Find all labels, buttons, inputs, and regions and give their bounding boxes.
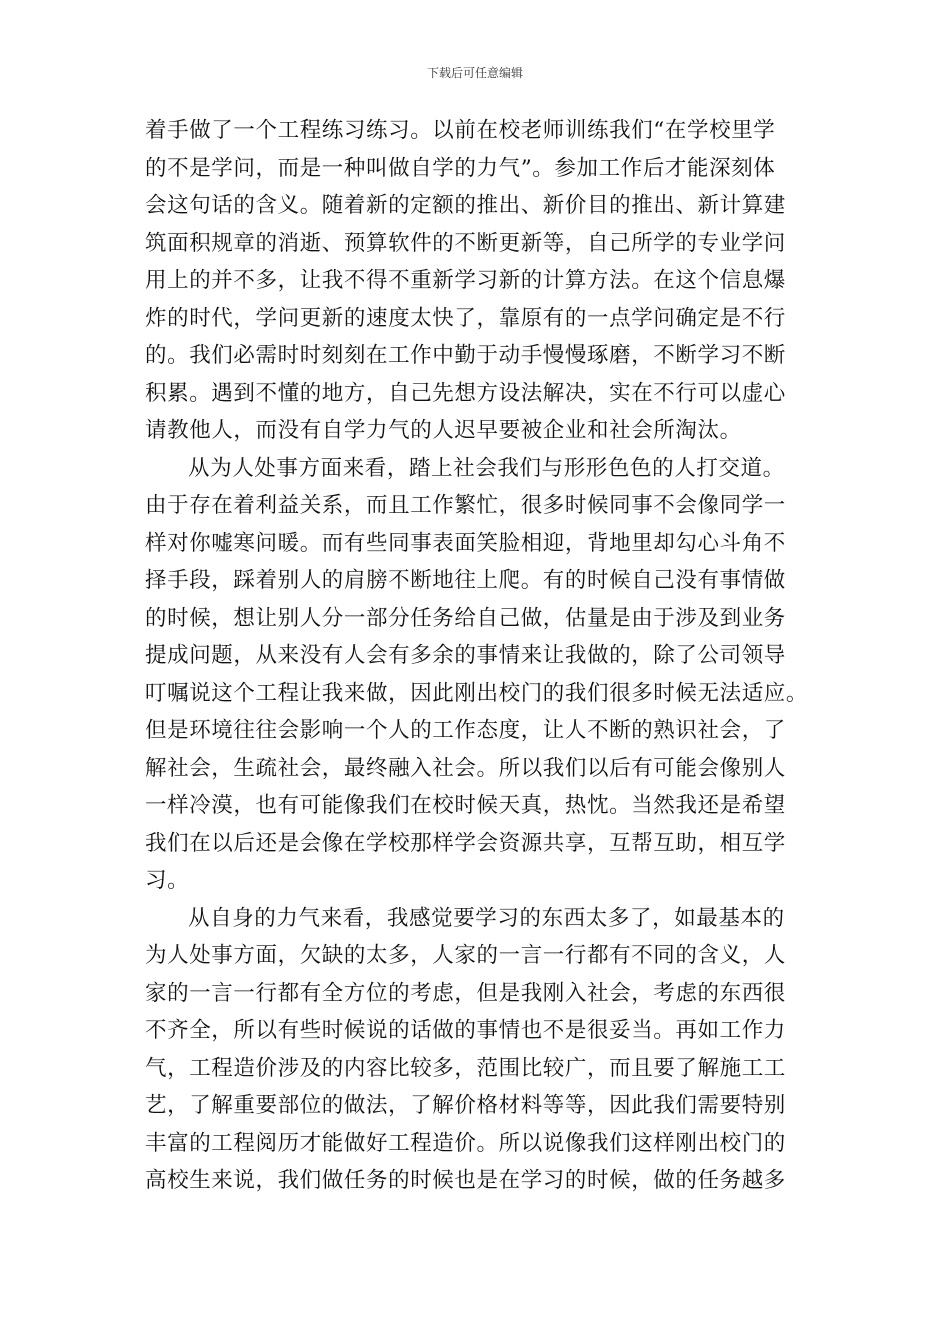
- text-line: 积累。遇到不懂的地方，自己先想方设法解决，实在不行可以虚心: [145, 380, 786, 406]
- text-line: 的时候，想让别人分一部分任务给自己做，估量是由于涉及到业务: [145, 605, 786, 631]
- text-line: 的。我们必需时时刻刻在工作中勤于动手慢慢琢磨，不断学习不断: [145, 343, 786, 368]
- text-line: 用上的并不多，让我不得不重新学习新的计算方法。在这个信息爆: [145, 268, 786, 293]
- text-line: 着手做了一个工程练习练习。以前在校老师训练我们“在学校里学: [145, 118, 776, 143]
- text-line: 筑面积规章的消逝、预算软件的不断更新等，自己所学的专业学问: [145, 230, 786, 256]
- text-line: 但是环境往往会影响一个人的工作态度，让人不断的熟识社会，了: [145, 718, 786, 743]
- paragraph-2: [145, 450, 809, 900]
- text-line: 炸的时代，学问更新的速度太快了，靠原有的一点学问确定是不行: [145, 305, 786, 331]
- paragraph-1: [145, 112, 805, 450]
- text-line: 为人处事方面，欠缺的太多，人家的一言一行都有不同的含义，人: [145, 943, 786, 968]
- text-line: 提成问题，从来没有人会有多余的事情来让我做的，除了公司领导: [145, 643, 786, 668]
- text-line: 习。: [145, 868, 190, 893]
- text-line: 不齐全，所以有些时候说的话做的事情也不是很妥当。再如工作力: [145, 1018, 786, 1043]
- text-line: 一样冷漠，也有可能像我们在校时候天真，热忱。当然我还是希望: [145, 793, 786, 818]
- paragraph-3: [145, 900, 805, 1200]
- text-line: 我们在以后还是会像在学校那样学会资源共享，互帮互助，相互学: [145, 830, 786, 856]
- document-body: [145, 112, 809, 1200]
- text-line: 样对你嘘寒问暖。而有些同事表面笑脸相迎，背地里却勾心斗角不: [145, 530, 786, 556]
- text-line: 丰富的工程阅历才能做好工程造价。所以说像我们这样刚出校门的: [145, 1130, 786, 1156]
- text-line: 从为人处事方面来看，踏上社会我们与形形色色的人打交道。: [188, 455, 785, 481]
- text-line: 家的一言一行都有全方位的考虑，但是我刚入社会，考虑的东西很: [145, 980, 786, 1006]
- page-header: 下载后可任意编辑: [426, 66, 523, 80]
- text-line: 的不是学问，而是一种叫做自学的力气”。参加工作后才能深刻体: [145, 155, 776, 181]
- text-line: 气，工程造价涉及的内容比较多，范围比较广，而且要了解施工工: [145, 1055, 786, 1081]
- text-line: 会这句话的含义。随着新的定额的推出、新价目的推出、新计算建: [145, 193, 786, 218]
- text-line: 从自身的力气来看，我感觉要学习的东西太多了，如最基本的: [188, 905, 785, 931]
- text-line: 请教他人，而没有自学力气的人迟早要被企业和社会所淘汰。: [145, 418, 742, 443]
- text-line: 解社会，生疏社会，最终融入社会。所以我们以后有可能会像别人: [145, 755, 786, 781]
- text-line: 高校生来说，我们做任务的时候也是在学习的时候，做的任务越多: [145, 1168, 786, 1193]
- text-line: 艺，了解重要部位的做法，了解价格材料等等，因此我们需要特别: [145, 1093, 786, 1118]
- text-line: 叮嘱说这个工程让我来做，因此刚出校门的我们很多时候无法适应。: [145, 680, 809, 706]
- text-line: 择手段，踩着别人的肩膀不断地往上爬。有的时候自己没有事情做: [145, 568, 786, 593]
- text-line: 由于存在着利益关系，而且工作繁忙，很多时候同事不会像同学一: [145, 493, 786, 518]
